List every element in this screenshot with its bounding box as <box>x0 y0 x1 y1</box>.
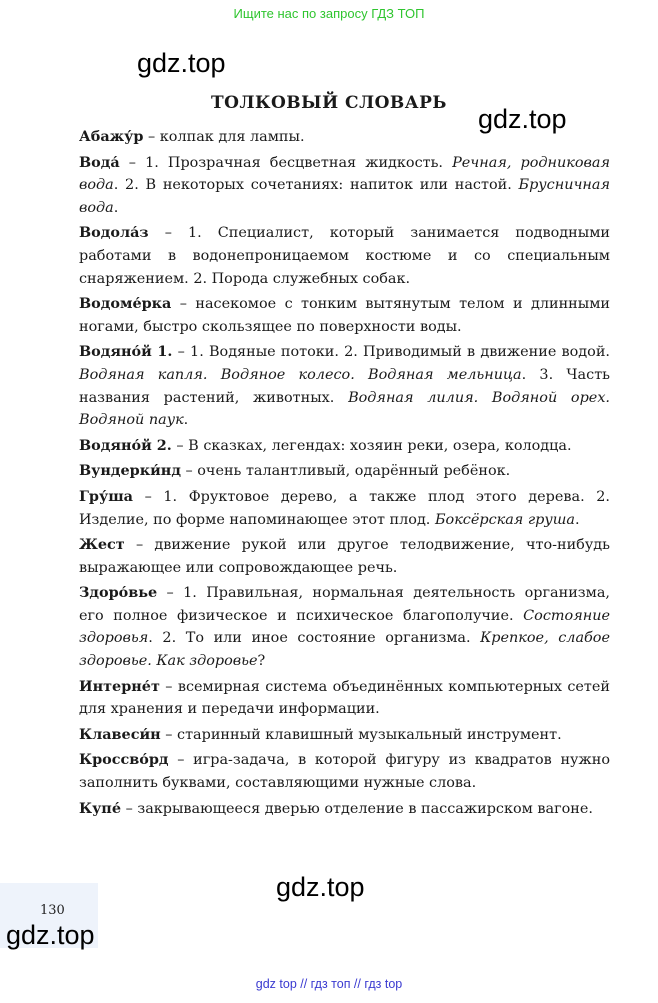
watermark: gdz.top <box>137 48 226 78</box>
entry-example: Водяная капля. Водяное колесо. Водяная мельница <box>79 366 522 383</box>
entry-term: Клавеси́н <box>79 725 161 743</box>
dictionary-entry <box>79 534 610 579</box>
entry-term: Гру́ша <box>79 487 133 505</box>
entry-example: Речная, родниковая вода <box>79 154 610 194</box>
page-number: 130 <box>40 903 65 918</box>
entry-term: Водяно́й 2. <box>79 436 172 454</box>
entry-term: Жест <box>79 536 125 554</box>
dictionary-entries <box>79 126 610 823</box>
entry-definition: . 3. Часть названия растений, животных. <box>79 366 610 406</box>
entry-term: Водяно́й 1. <box>79 343 173 361</box>
entry-definition: – старинный клавишный музыкальный инструмент. <box>160 726 562 743</box>
entry-example: Боксёрская груша <box>434 511 575 528</box>
page-title: ТОЛКОВЫЙ СЛОВАРЬ <box>211 93 447 113</box>
entry-definition: – 1. Водяные потоки. 2. Приводимый в движение водой. <box>172 344 611 361</box>
entry-definition: – колпак для лампы. <box>143 129 305 145</box>
dictionary-entry <box>79 582 610 672</box>
dictionary-entry <box>79 222 610 290</box>
entry-definition: – игра-задача, в которой фигуру из квадратов нужно заполнить буквами, составляющими нужные слова. <box>79 752 610 792</box>
dictionary-entry <box>79 152 610 220</box>
entry-definition: . 2. То или иное состояние организма. <box>148 630 481 647</box>
watermark: gdz.top <box>276 872 365 902</box>
entry-term: Купе́ <box>79 799 121 817</box>
top-banner: Ищите нас по запросу ГДЗ ТОП <box>233 6 425 21</box>
dictionary-entry <box>79 460 610 483</box>
entry-term: Вода́ <box>79 153 120 171</box>
dictionary-entry <box>79 724 610 747</box>
watermark: gdz.top <box>6 920 95 950</box>
entry-definition: – всемирная система объединённых компьютерных сетей для хранения и передачи информации. <box>79 678 610 718</box>
entry-definition: – В сказках, легендах: хозяин реки, озера, колодца. <box>171 437 572 454</box>
entry-term: Вундерки́нд <box>79 462 181 480</box>
entry-definition: – закрывающееся дверью отделение в пассажирском вагоне. <box>121 800 593 817</box>
dictionary-entry <box>79 486 610 531</box>
dictionary-entry <box>79 676 610 721</box>
entry-term: Кроссво́рд <box>79 751 169 769</box>
watermark: gdz.top <box>478 104 567 134</box>
dictionary-entry <box>79 749 610 794</box>
entry-example: Брусничная вода <box>79 177 610 216</box>
entry-definition: ? <box>257 653 266 670</box>
entry-term: Интерне́т <box>79 677 160 695</box>
entry-term: Водола́з <box>79 224 149 242</box>
entry-definition: – 1. Правильная, нормальная деятельность организма, его полное физическое и психическое благополучие. <box>79 585 610 624</box>
entry-definition: – насекомое с тонким вытянутым телом и длинными ногами, быстро скользящее по поверхности воды. <box>79 296 610 335</box>
entry-definition: . 2. В некоторых сочетаниях: напиток или настой. <box>113 177 519 194</box>
dictionary-entry <box>79 293 610 338</box>
entry-definition: – 1. Прозрачная бесцветная жидкость. <box>119 154 453 171</box>
entry-definition: . <box>113 199 119 216</box>
dictionary-entry <box>79 126 610 149</box>
entry-definition: . <box>183 412 189 429</box>
dictionary-entry <box>79 798 610 821</box>
entry-term: Здоро́вье <box>79 584 158 602</box>
entry-definition: – очень талантливый, одарённый ребёнок. <box>180 463 511 480</box>
entry-definition: – 1. Фруктовое дерево, а также плод этого дерева. 2. Изделие, по форме напоминающее этот плод. <box>79 488 610 528</box>
dictionary-entry <box>79 435 610 458</box>
entry-example: Состояние здоровья <box>79 607 610 647</box>
footer: gdz top // гдз топ // гдз top <box>255 977 403 991</box>
entry-example: Крепкое, слабое здоровье. Как здоровье <box>79 630 610 670</box>
entry-example: Водяная лилия. Водяной орех. Водяной паук <box>79 389 611 429</box>
entry-definition: – 1. Специалист, который занимается подводными работами в водонепроницаемом костюме и со специальным снаряжением. 2. Порода служебных собак. <box>79 225 610 287</box>
dictionary-entry <box>79 341 610 431</box>
entry-term: Водоме́рка <box>79 295 172 313</box>
entry-definition: . <box>574 511 580 528</box>
entry-definition: – движение рукой или другое телодвижение, что-нибудь выражающее или сопровождающее речь. <box>79 537 610 576</box>
entry-term: Абажу́р <box>79 128 144 145</box>
